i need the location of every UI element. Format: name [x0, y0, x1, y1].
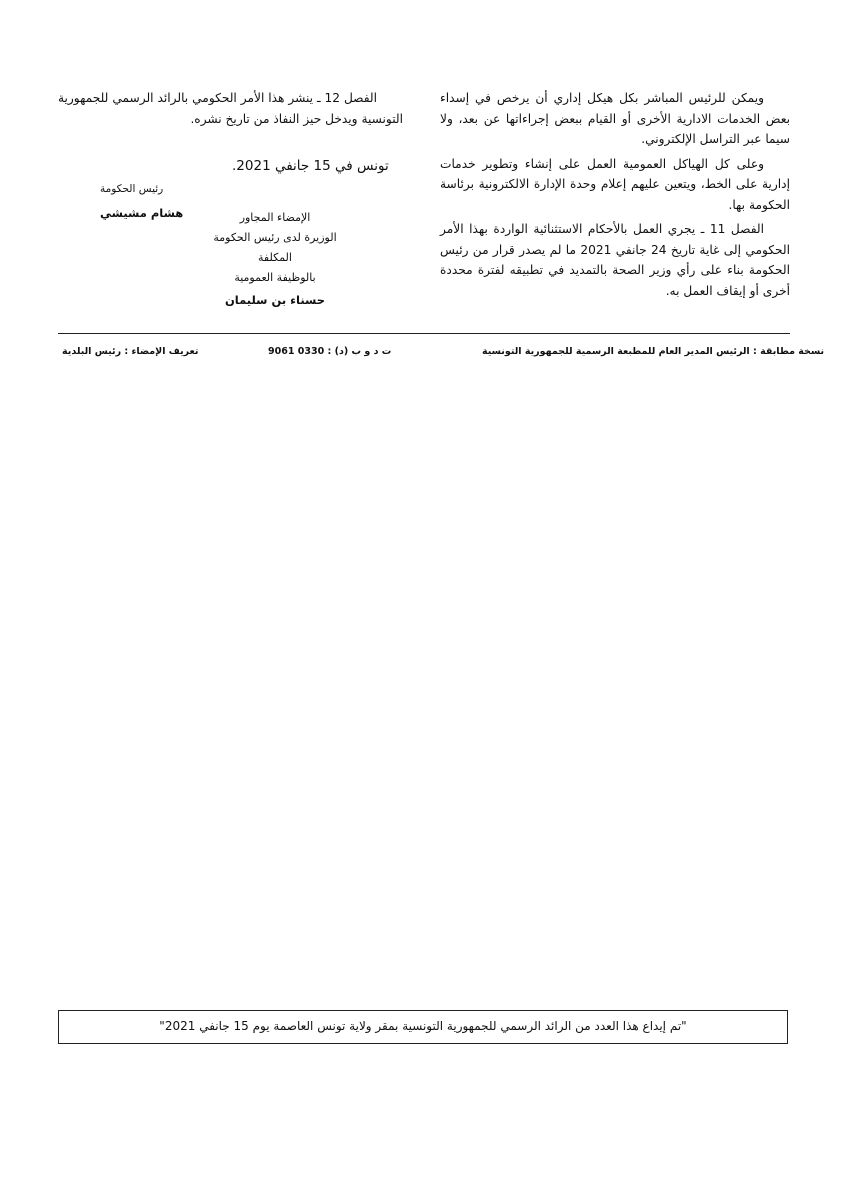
deposit-notice-text: "تم إيداع هذا العدد من الرائد الرسمي للجمهورية التونسية بمقر ولاية تونس العاصمة يوم 15 جانفي 2021"	[159, 1019, 687, 1033]
deposit-notice-box	[58, 1010, 788, 1044]
paragraph-online-services: وعلى كل الهياكل العمومية العمل على إنشاء وتطوير خدمات إدارية على الخط، ويتعين عليهم إعلام وحدة الإدارة الالكترونية برئاسة الحكومة بها.	[440, 156, 790, 212]
minister-name: حسناء بن سليمان	[224, 293, 326, 307]
right-text-column	[440, 88, 790, 301]
paragraph-article-11: الفصل 11 ـ يجري العمل بالأحكام الاستثنائية الواردة بهذا الأمر الحكومي إلى غاية تاريخ 24 جانفي 2021 ما لم يصدر قرار من رئيس الحكومة بناء على رأي وزير الصحة بالتمديد في تطبيقه لفترة محددة أخرى أو إيقاف العمل به.	[440, 222, 790, 298]
minister-title-line-2: بالوظيفة العمومية	[234, 271, 316, 284]
paragraph-remote-services: ويمكن للرئيس المباشر بكل هيكل إداري أن يرخص في إسداء بعض الخدمات الادارية الأخرى أو القيام ببعض إجراءاتها عن بعد، ولا سيما عبر التراسل الإلكتروني.	[440, 91, 790, 146]
minister-title-line-1: الوزيرة لدى رئيس الحكومة المكلفة	[213, 231, 337, 264]
paragraph-article-12: الفصل 12 ـ ينشر هذا الأمر الحكومي بالرائد الرسمي للجمهورية التونسية ويدخل حيز النفاذ من تاريخ نشره.	[58, 91, 403, 126]
certification-signature: تعريف الإمضاء : رئيس البلدية	[62, 346, 199, 357]
section-divider	[58, 333, 790, 334]
head-of-government-title: رئيس الحكومة	[100, 183, 164, 195]
left-text-column	[58, 88, 403, 129]
countersignature-label: الإمضاء المجاور	[239, 211, 311, 224]
signing-date: تونس في 15 جانفي 2021.	[232, 158, 389, 174]
certification-copy: نسخة مطابقة : الرئيس المدير العام للمطبعة الرسمية للجمهورية التونسية	[482, 346, 825, 357]
head-of-government-name: هشام مشيشي	[100, 206, 184, 220]
certification-reference: ت د و ب (د) : 0330 9061	[268, 346, 392, 357]
countersignature-block	[205, 208, 345, 310]
